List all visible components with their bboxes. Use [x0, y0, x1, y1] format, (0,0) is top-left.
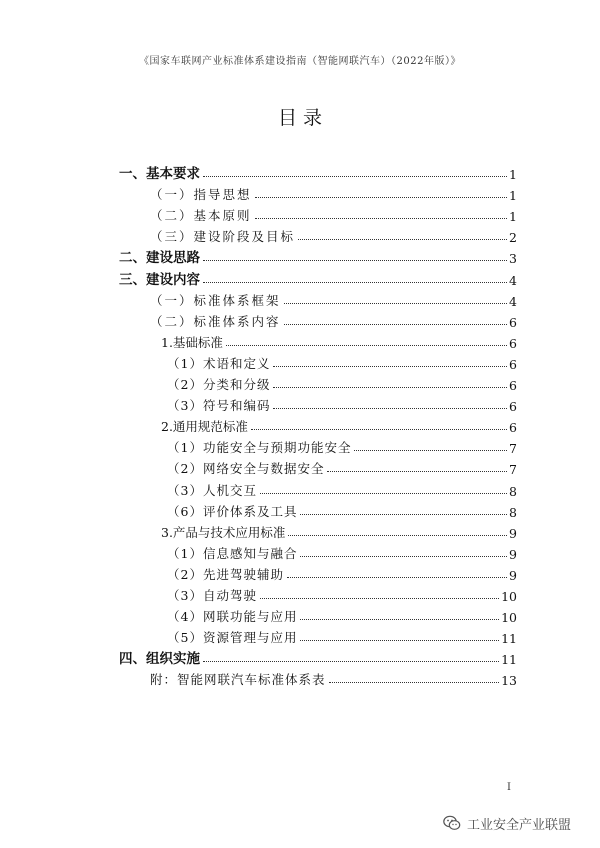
toc-entry[interactable]	[119, 583, 517, 604]
toc-leader-dots	[327, 471, 507, 472]
toc-leader-dots	[203, 661, 499, 662]
toc-entry[interactable]	[119, 520, 517, 541]
toc-leader-dots	[284, 303, 507, 304]
toc-entry-page: 3	[509, 251, 517, 267]
toc-leader-dots	[273, 366, 507, 367]
toc-entry-page: 8	[509, 504, 517, 520]
toc-leader-dots	[260, 598, 499, 599]
toc-entry[interactable]	[119, 330, 517, 351]
toc-entry[interactable]	[119, 288, 517, 309]
toc-leader-dots	[288, 535, 507, 536]
toc-entry[interactable]	[119, 667, 517, 688]
toc-entry-page: 8	[509, 483, 517, 499]
toc-entry-page: 6	[509, 399, 517, 415]
toc-entry[interactable]	[119, 351, 517, 372]
toc-entry[interactable]	[119, 499, 517, 520]
toc-leader-dots	[203, 282, 507, 283]
toc-entry-page: 1	[509, 188, 517, 204]
toc-entry[interactable]	[119, 414, 517, 435]
toc-entry-page: 11	[501, 652, 517, 668]
wechat-icon	[443, 815, 461, 831]
toc-entry[interactable]	[119, 245, 517, 266]
toc-entry-label: （5）资源管理与应用	[167, 630, 298, 646]
toc-entry-page: 4	[509, 272, 517, 288]
toc-entry-page: 2	[509, 230, 517, 246]
toc-leader-dots	[298, 239, 507, 240]
table-of-contents	[119, 161, 517, 688]
toc-entry-page: 1	[509, 209, 517, 225]
toc-entry-page: 6	[509, 314, 517, 330]
toc-leader-dots	[300, 556, 507, 557]
document-header: 《国家车联网产业标准体系建设指南（智能网联汽车）（2022年版）》	[139, 56, 461, 67]
toc-entry-page: 6	[509, 335, 517, 351]
toc-leader-dots	[255, 197, 507, 198]
toc-entry-label: （3）自动驾驶	[167, 587, 257, 603]
toc-title: 目 录	[277, 107, 323, 129]
toc-entry-label: （一）标准体系框架	[150, 292, 281, 308]
toc-entry-page: 13	[501, 673, 517, 689]
toc-entry-page: 9	[509, 525, 517, 541]
toc-leader-dots	[300, 640, 499, 641]
toc-entry[interactable]	[119, 309, 517, 330]
toc-entry-page: 1	[509, 167, 517, 183]
toc-entry[interactable]	[119, 562, 517, 583]
toc-leader-dots	[273, 387, 507, 388]
toc-entry-label: 三、建设内容	[119, 271, 200, 288]
toc-entry[interactable]	[119, 266, 517, 287]
toc-leader-dots	[284, 324, 507, 325]
toc-entry-label: （2）分类和分级	[167, 377, 271, 393]
toc-entry-page: 7	[509, 441, 517, 457]
toc-entry-label: （4）网联功能与应用	[167, 609, 298, 625]
toc-entry[interactable]	[119, 393, 517, 414]
toc-entry-label: （1）术语和定义	[167, 355, 271, 371]
toc-entry[interactable]	[119, 161, 517, 182]
toc-entry[interactable]	[119, 435, 517, 456]
toc-entry-label: （3）符号和编码	[167, 398, 271, 414]
toc-entry-label: 四、组织实施	[119, 651, 200, 668]
toc-entry[interactable]	[119, 224, 517, 245]
toc-entry-page: 10	[501, 588, 517, 604]
toc-leader-dots	[300, 619, 499, 620]
toc-leader-dots	[329, 682, 500, 683]
toc-entry-label: （1）信息感知与融合	[167, 545, 298, 561]
toc-entry-label: 附：智能网联汽车标准体系表	[150, 672, 326, 688]
page-number: I	[507, 782, 511, 793]
toc-leader-dots	[226, 345, 507, 346]
toc-entry-label: （一）指导思想	[150, 187, 252, 203]
toc-entry-page: 4	[509, 293, 517, 309]
toc-entry-page: 11	[501, 631, 517, 647]
toc-entry-page: 9	[509, 567, 517, 583]
wechat-watermark	[443, 812, 571, 834]
toc-entry[interactable]	[119, 182, 517, 203]
toc-entry-page: 6	[509, 420, 517, 436]
toc-entry[interactable]	[119, 625, 517, 646]
toc-entry-label: 一、基本要求	[119, 166, 200, 183]
toc-entry[interactable]	[119, 456, 517, 477]
toc-leader-dots	[255, 218, 507, 219]
toc-entry[interactable]	[119, 646, 517, 667]
toc-entry-label: 1.基础标准	[161, 334, 223, 350]
toc-entry-page: 10	[501, 610, 517, 626]
watermark-text: 工业安全产业联盟	[467, 817, 572, 833]
toc-leader-dots	[203, 260, 507, 261]
toc-leader-dots	[300, 514, 507, 515]
toc-entry-page: 6	[509, 378, 517, 394]
toc-entry-label: 3.产品与技术应用标准	[161, 524, 286, 540]
toc-leader-dots	[287, 577, 507, 578]
toc-entry[interactable]	[119, 372, 517, 393]
toc-entry-label: 2.通用规范标准	[161, 419, 248, 435]
toc-entry-label: （三）建设阶段及目标	[150, 229, 296, 245]
toc-entry-label: （3）人机交互	[167, 482, 257, 498]
toc-entry-page: 6	[509, 356, 517, 372]
toc-leader-dots	[203, 176, 507, 177]
toc-entry-label: （二）基本原则	[150, 208, 252, 224]
toc-entry-page: 9	[509, 546, 517, 562]
toc-entry-label: （6）评价体系及工具	[167, 503, 298, 519]
toc-entry[interactable]	[119, 477, 517, 498]
toc-entry-page: 7	[509, 462, 517, 478]
toc-leader-dots	[354, 450, 507, 451]
toc-leader-dots	[260, 493, 507, 494]
toc-entry-label: （二）标准体系内容	[150, 313, 281, 329]
toc-entry-label: （2）网络安全与数据安全	[167, 461, 325, 477]
toc-entry-label: （2）先进驾驶辅助	[167, 566, 284, 582]
toc-entry-label: （1）功能安全与预期功能安全	[167, 440, 352, 456]
toc-entry[interactable]	[119, 541, 517, 562]
toc-leader-dots	[273, 408, 507, 409]
toc-entry[interactable]	[119, 604, 517, 625]
toc-entry[interactable]	[119, 203, 517, 224]
toc-entry-label: 二、建设思路	[119, 250, 200, 267]
toc-leader-dots	[251, 429, 507, 430]
